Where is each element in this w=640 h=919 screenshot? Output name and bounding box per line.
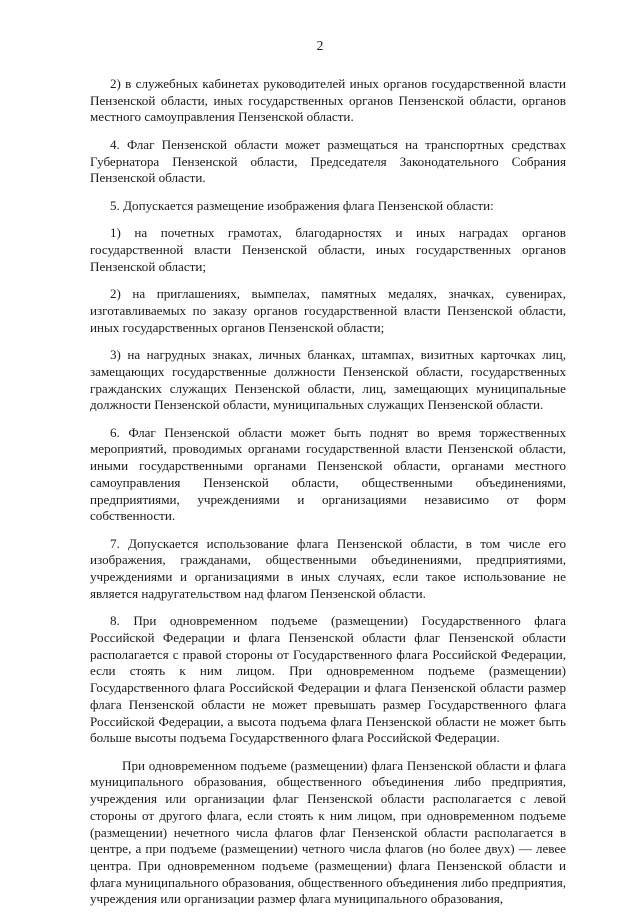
paragraph-item-1: 1) на почетных грамотах, благодарностях и иных наградах органов государственной власти Пензенской области, иных государственных органов Пензенской области; [90,225,566,274]
paragraph-section-5: 5. Допускается размещение изображения флага Пензенской области: [110,197,494,213]
paragraph-item-2: 2) в служебных кабинетах руководителей иных органов государственной власти Пензенской области, иных государственных органов Пензенской области, органов местного самоуправления Пензенской области. [90,76,566,125]
paragraph-section-7: 7. Допускается использование флага Пензенской области, в том числе его изображения, гражданами, общественными объединениями, предприятиями, учреждениями и организациями в иных случаях, если такое использование не является надругательством над флагом Пензенской области. [90,535,566,601]
paragraph-section-8: 8. При одновременном подъеме (размещении) Государственного флага Российской Федерации и флага Пензенской области флаг Пензенской области располагается с правой стороны от Государственного флага Российской Федерации, если стоять к ним лицом. При одновременном подъеме (размещении) Государственного флага Российской Федерации и флага Пензенской области размер флага Пензенской области не может превышать размер Государственного флага Российской Федерации, а высота подъема флага Пензенской области не может быть больше высоты подъема Государственного флага Российской Федерации. [90,613,566,746]
paragraph-item-2b: 2) на приглашениях, вымпелах, памятных медалях, значках, сувенирах, изготавливаемых по заказу органов государственной власти Пензенской области, иных государственных органов Пензенской области; [90,286,566,335]
paragraph-section-6: 6. Флаг Пензенской области может быть поднят во время торжественных мероприятий, проводимых органами государственной власти Пензенской области, иными государственными органами Пензенской области, органами местного самоуправления Пензенской области, общественными объединениями, предприятиями, учреждениями и организациями независимо от форм собственности. [90,424,566,524]
paragraph-section-4: 4. Флаг Пензенской области может размещаться на транспортных средствах Губернатора Пензенской области, Председателя Законодательного Собрания Пензенской области. [90,136,566,186]
paragraph-item-3: 3) на нагрудных знаках, личных бланках, штампах, визитных карточках лиц, замещающих государственные должности Пензенской области, государственных гражданских служащих Пензенской области, лиц, замещающих муниципальные должности Пензенской области, муниципальных служащих Пензенской области. [90,347,566,413]
document-body [90,76,566,919]
paragraph-section-8-continued: При одновременном подъеме (размещении) флага Пензенской области и флага муниципального образования, общественного объединения либо предприятия, учреждения или организации флаг Пензенской области располагается с левой стороны от другого флага, если стоять к ним лицом, при одновременном подъеме (размещении) нечетного числа флагов флаг Пензенской области располагается в центре, а при подъеме (размещении) четного числа флагов (но более двух) — левее центра. При одновременном подъеме (размещении) флага Пензенской области и флага муниципального образования, общественного объединения либо предприятия, учреждения или организации размер флага муниципального образования, [90,757,566,907]
page-number: 2 [316,38,324,53]
